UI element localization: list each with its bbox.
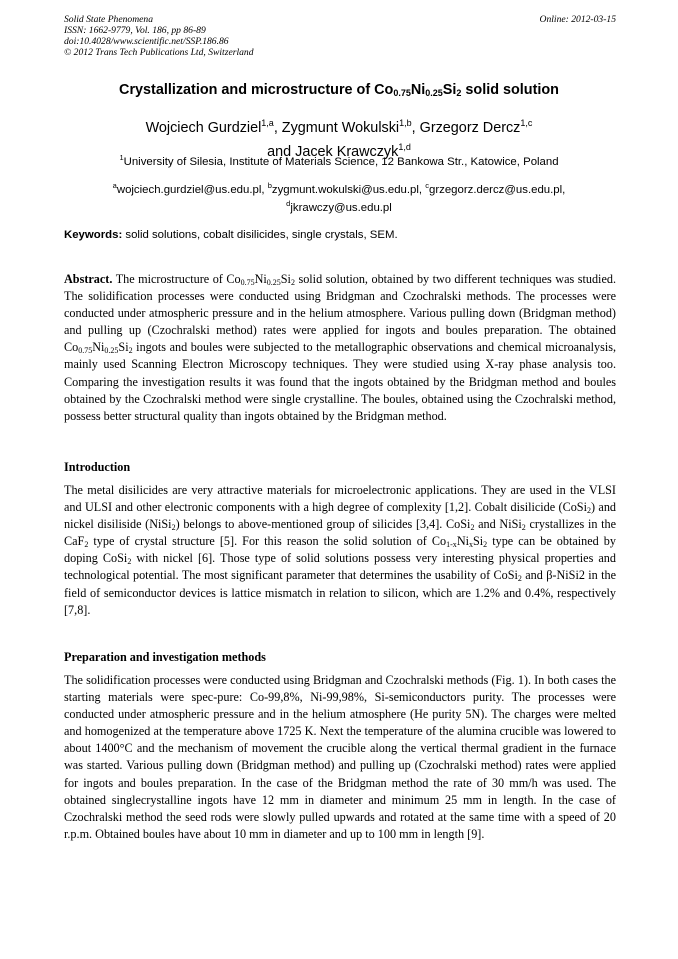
author-name: and Jacek Krawczyk — [267, 144, 399, 160]
email-link[interactable]: zygmunt.wokulski@us.edu.pl, — [271, 184, 426, 196]
section-heading-preparation: Preparation and investigation methods — [64, 650, 266, 664]
issn-line: ISSN: 1662-9779, Vol. 186, pp 86-89 — [64, 25, 206, 36]
affiliation: $^1$University of Silesia, Institute of Materials Science, 12 Bankowa Str., Katowice, Poland — [119, 153, 559, 168]
section-heading-introduction: Introduction — [64, 460, 131, 474]
abstract-label: Abstract. — [64, 272, 113, 286]
email-link[interactable]: jkrawczy@us.edu.pl — [290, 202, 392, 214]
introduction-paragraph: The metal disilicides are very attractive materials for microelectronic applications. They are used in the VLSI and ULSI and other electronic components with a high degree of complexity [1,2]. Cobalt disilicide (CoSi$_2$) and nickel disiliside (NiSi$_2$) belongs to above-mentioned group of silicides [3,4]. CoSi$_2$ and NiSi$_2$ crystallizes in the CaF$_2$ type of crystal structure [5]. For this reason the solid solution of $Co_{1-x}Ni_xSi_2$ type can be obtained by doping CoSi$_2$ with nickel [6]. Those type of solid solutions possess very interesting physical properties and technological potential. The most significant parameter that determines the usability of CoSi$_2$ and β-NiSi2 in the field of semiconductor devices is lattice mismatch in relation to silicon, which are 1.2% and 0.4%, respectively [7,8]. — [64, 483, 617, 617]
author-name: , Grzegorz Dercz — [411, 120, 521, 136]
keywords: Keywords: solid solutions, cobalt disilicides, single crystals, SEM. — [64, 229, 398, 241]
author-list: Wojciech Gurdziel$^{1,a}$, Zygmunt Wokulski$^{1,b}$, Grzegorz Dercz$^{1,c}$ and Jacek Krawczyk$^{1,d}$ — [145, 118, 533, 160]
author-name: , Zygmunt Wokulski — [273, 120, 400, 136]
preparation-paragraph: The solidification processes were conducted using Bridgman and Czochralski methods (Fig. 1). In both cases the starting materials were spec-pure: Co-99,8%, Ni-99,98%, Si-semiconductors purity. The processes were conducted under atmospheric pressure and in the helium atmosphere (He purity 5N). The charges were melted and homogenized at the temperature above 1725 K. Next the temperature of the alumina crucible was lowered to about 1400°C and the mechanism of movement the crucible along the vertical thermal gradient in the furnace was started. Various pulling down (Bridgman method) and pulling up (Czochralski method) rates were applied for ingots and boules preparation. In the case of the Bridgman method the rate of 30 mm/h was used. The obtained singlecrystalline ingots have 12 mm in diameter and minimum 25 mm in length. In the case of Czochralski method the seed rods were slowly pulled upwards and rotated at the same time with a speed of 20 r.p.m. Obtained boules have about 10 mm in diameter and up to 100 mm in length [9]. — [64, 673, 616, 841]
doi-line: doi:10.4028/www.scientific.net/SSP.186.86 — [64, 36, 229, 47]
author-emails: $^a$wojciech.gurdziel@us.edu.pl, $^b$zygmunt.wokulski@us.edu.pl, $^c$grzegorz.dercz@us.edu.pl, $^d$jkrawczy@us.edu.pl — [112, 181, 566, 214]
abstract-paragraph: Abstract. The microstructure of $Co_{0.75}Ni_{0.25}Si_2$ solid solution, obtained by two different techniques was studied. The solidification processes were conducted using Bridgman and Czochralski methods. The processes were conducted under atmospheric pressure and in the helium atmosphere. Various pulling down (Bridgman method) and pulling up (Czochralski method) rates were applied for ingots and boules preparation. The obtained $Co_{0.75}Ni_{0.25}Si_2$ ingots and boules were subjected to the metallographic observations and chemical microanalysis, mainly used Scanning Electron Microscopy techniques. They were studied using X-ray phase analysis too. Comparing the investigation results it was found that the ingots obtained by the Bridgman method and boules obtained by the Czochralski method were single crystalline. The boules, obtained using the Czochralski method, possess better structural quality than ingots obtained by the Bridgman method. — [64, 272, 616, 423]
author-name: Wojciech Gurdziel — [145, 120, 262, 136]
journal-name: Solid State Phenomena — [64, 14, 153, 25]
email-link[interactable]: grzegorz.dercz@us.edu.pl, — [429, 184, 566, 196]
email-link[interactable]: wojciech.gurdziel@us.edu.pl, — [116, 184, 268, 196]
online-date: Online: 2012-03-15 — [539, 14, 616, 25]
paper-title: Crystallization and microstructure of $Co_{0.75}Ni_{0.25}Si_2$ solid solution — [119, 82, 559, 98]
copyright-line: © 2012 Trans Tech Publications Ltd, Switzerland — [64, 47, 254, 58]
journal-header — [64, 14, 616, 58]
